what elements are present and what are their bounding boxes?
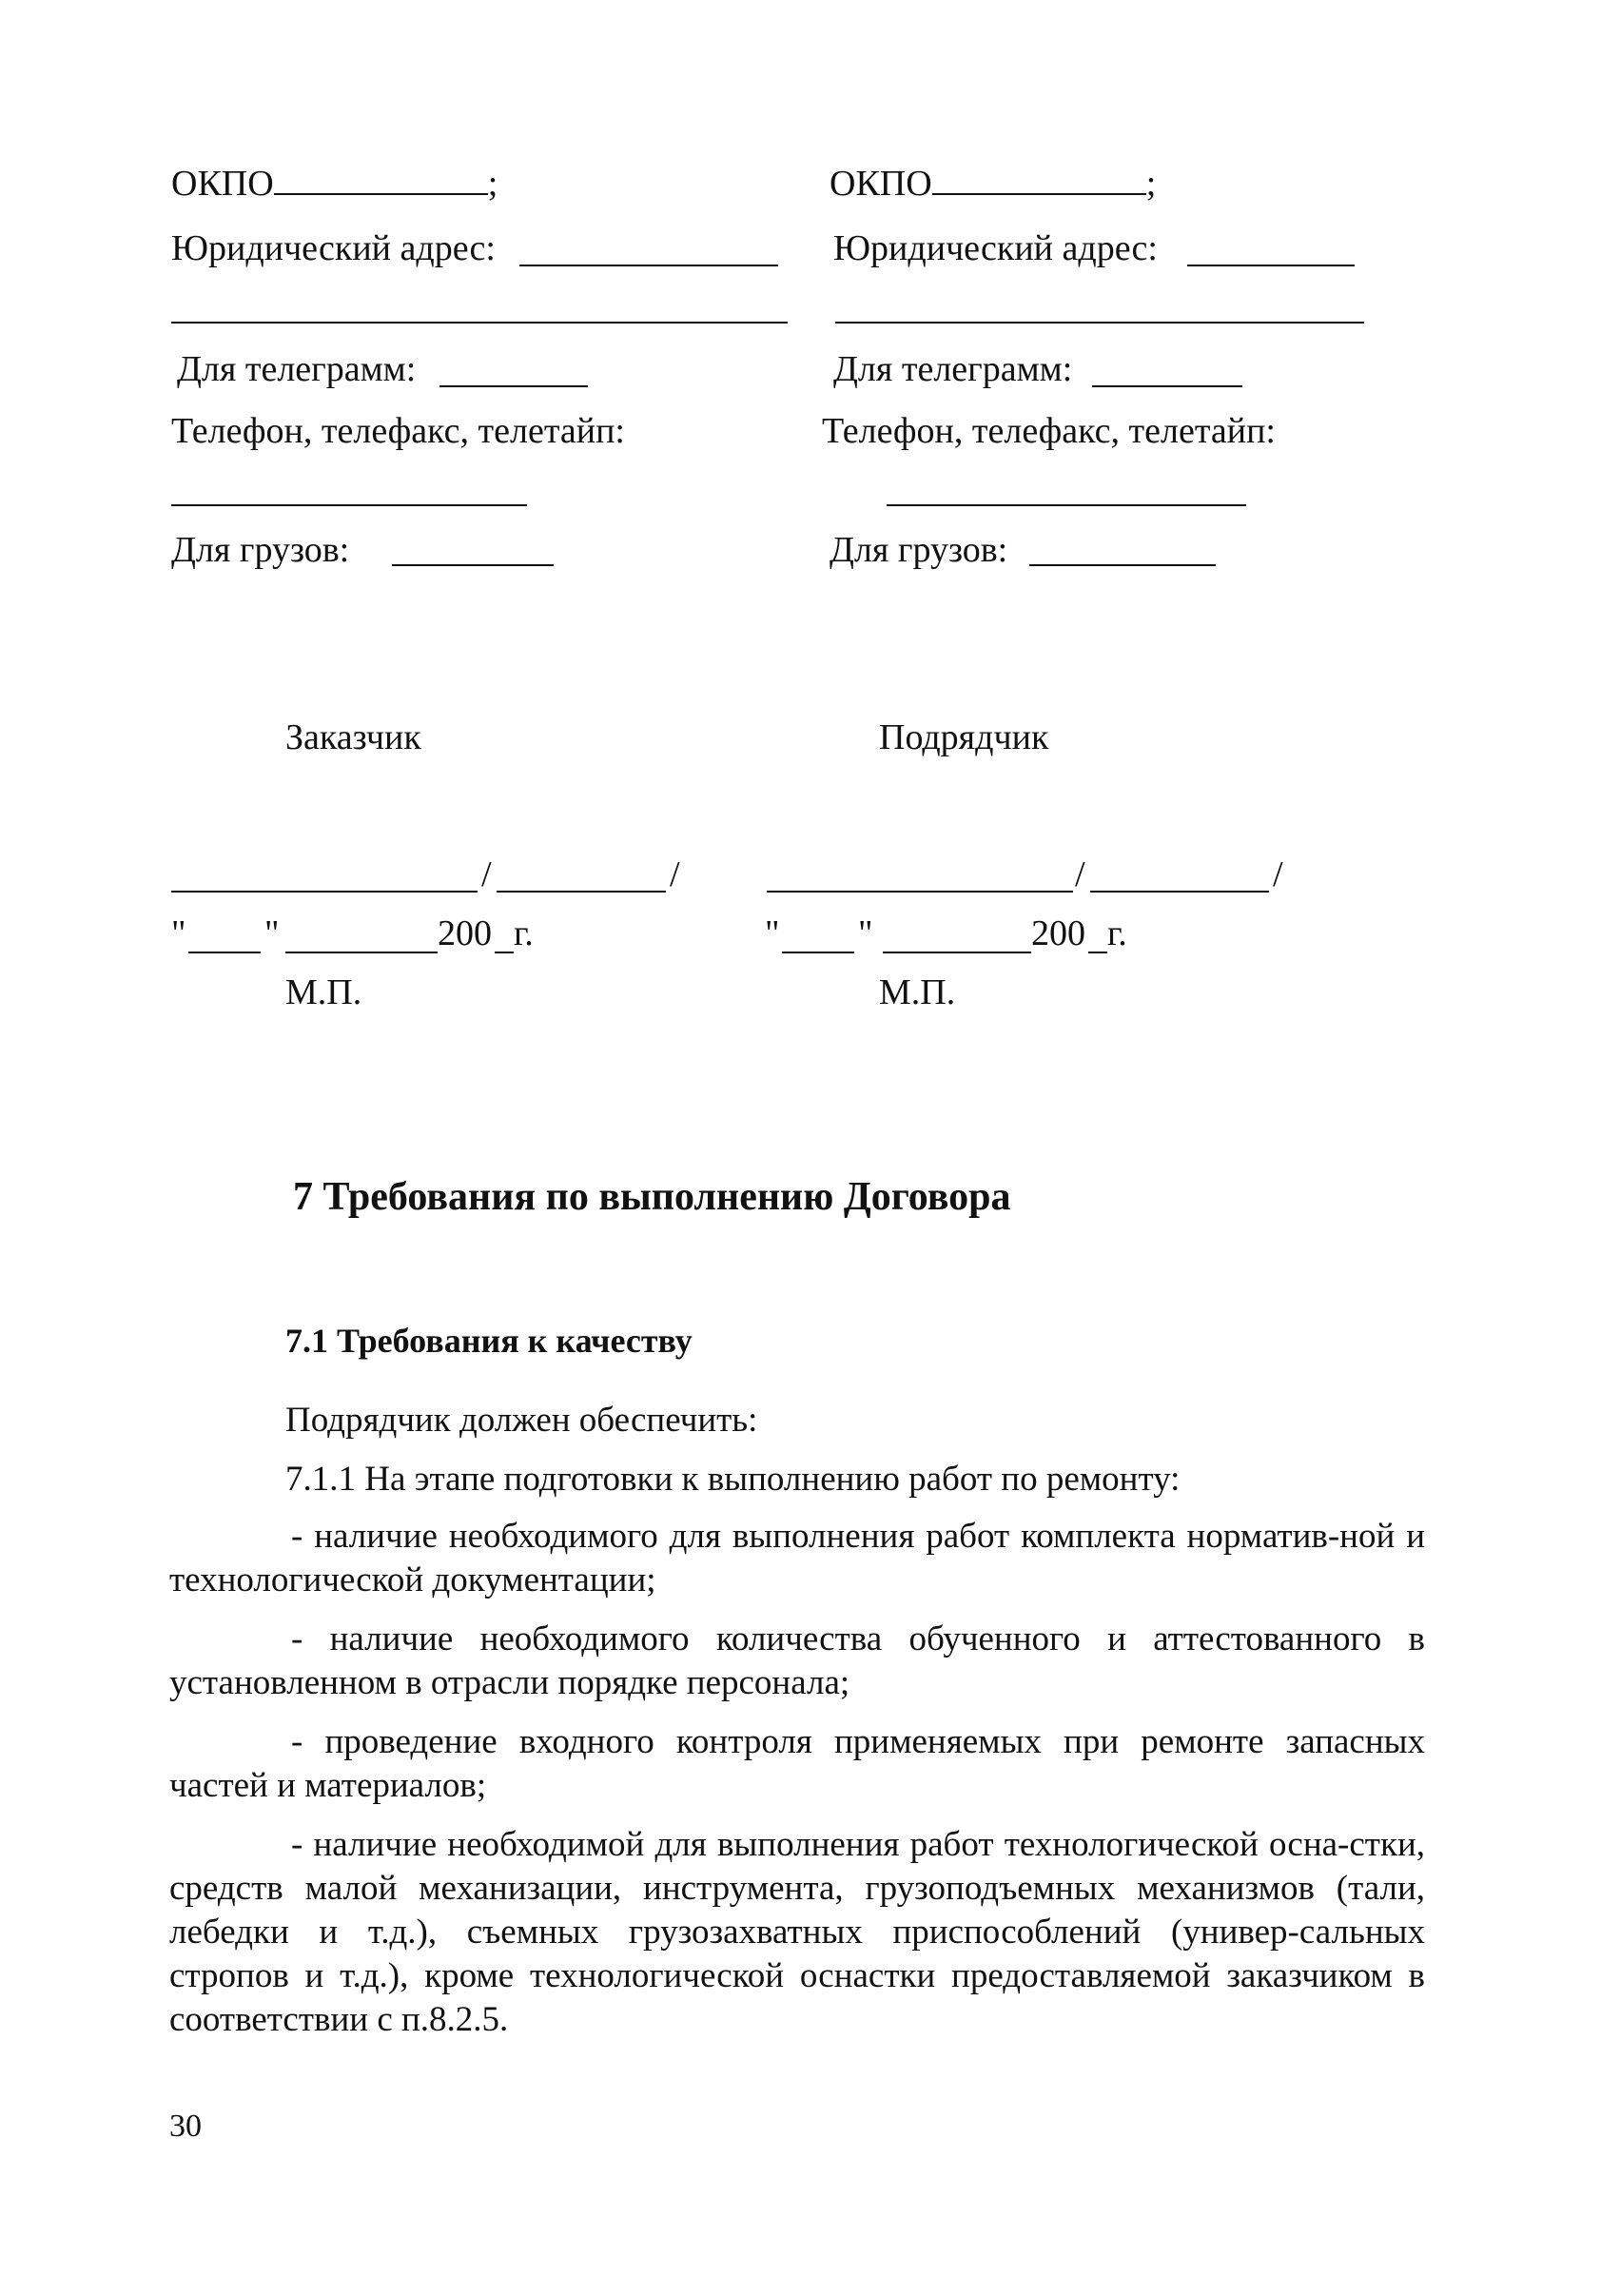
section-item-711: 7.1.1 На этапе подготовки к выполнению работ по ремонту: bbox=[285, 1460, 1181, 1499]
right-date-year-blank[interactable] bbox=[1088, 952, 1107, 953]
right-date-month-blank[interactable] bbox=[883, 952, 1031, 953]
right-date-quote-close: " bbox=[858, 913, 873, 953]
right-signature-blank[interactable] bbox=[767, 891, 1073, 893]
left-phone-line bbox=[171, 409, 625, 453]
left-date-quote-open: " bbox=[171, 913, 186, 953]
left-telegram-line bbox=[177, 347, 416, 391]
right-legal-address-blank[interactable] bbox=[1187, 265, 1355, 266]
left-legal-address-label: Юридический адрес: bbox=[171, 228, 496, 268]
left-okpo-line bbox=[171, 162, 498, 206]
left-signature-blank[interactable] bbox=[171, 891, 478, 893]
requirement-bullet-4: - наличие необходимой для выполнения работ технологической осна-стки, средств малой механизации, инструмента, грузоподъемных механизмов (тали, лебедки и т.д.), съемных грузозахватных приспособлений (универ-сальных стропов и т.д.), кроме технологической оснастки предоставляемой заказчиком в соответствии с п.8.2.5. bbox=[169, 1825, 1425, 2039]
right-okpo-blank[interactable] bbox=[932, 165, 1146, 195]
requirements-list bbox=[169, 1515, 1425, 2042]
requirement-bullet-2: - наличие необходимого количества обученного и аттестованного в установленном в отрасли порядке персонала; bbox=[169, 1619, 1425, 1702]
section-subtitle: 7.1 Требования к качеству bbox=[285, 1322, 693, 1360]
left-role: Заказчик bbox=[285, 717, 421, 757]
left-okpo-label: ОКПО bbox=[171, 164, 274, 204]
left-date-month-blank[interactable] bbox=[285, 952, 438, 953]
right-date-year: 200 bbox=[1031, 913, 1085, 953]
left-okpo-suffix: ; bbox=[487, 164, 498, 204]
right-telegram-line bbox=[833, 347, 1072, 391]
requirement-bullet-1: - наличие необходимого для выполнения работ комплекта норматив-ной и технологической документации; bbox=[169, 1517, 1425, 1599]
right-telegram-blank[interactable] bbox=[1092, 385, 1242, 387]
left-date-quote-close: " bbox=[264, 913, 280, 953]
page-number: 30 bbox=[169, 2109, 202, 2144]
right-phone-blank[interactable] bbox=[887, 504, 1246, 506]
left-date-year-suffix: г. bbox=[514, 913, 534, 953]
left-signature-slash-1: / bbox=[481, 854, 492, 894]
left-date-year-blank[interactable] bbox=[495, 952, 514, 953]
right-telegram-label: Для телеграмм: bbox=[833, 349, 1073, 389]
left-cargo-line bbox=[171, 528, 349, 572]
right-cargo-blank[interactable] bbox=[1029, 564, 1216, 566]
right-role: Подрядчик bbox=[879, 717, 1049, 757]
left-phone-label: Телефон, телефакс, телетайп: bbox=[171, 411, 625, 451]
section-title: 7 Требования по выполнению Договора bbox=[293, 1175, 1011, 1219]
right-date-year-suffix: г. bbox=[1107, 913, 1127, 953]
right-phone-line bbox=[822, 409, 1276, 453]
right-stamp: М.П. bbox=[879, 972, 956, 1012]
right-date-day-blank[interactable] bbox=[782, 952, 854, 953]
right-okpo-line bbox=[830, 162, 1156, 206]
left-phone-blank[interactable] bbox=[171, 504, 527, 506]
left-cargo-label: Для грузов: bbox=[171, 530, 350, 570]
right-okpo-suffix: ; bbox=[1145, 164, 1157, 204]
right-okpo-label: ОКПО bbox=[830, 164, 932, 204]
right-phone-label: Телефон, телефакс, телетайп: bbox=[822, 411, 1276, 451]
left-date-day-blank[interactable] bbox=[188, 952, 261, 953]
left-date-year: 200 bbox=[438, 913, 492, 953]
left-telegram-blank[interactable] bbox=[439, 385, 588, 387]
right-signature-slash-2: / bbox=[1273, 854, 1283, 894]
right-legal-address-blank-2[interactable] bbox=[835, 322, 1364, 324]
right-signature-name-blank[interactable] bbox=[1090, 891, 1269, 893]
left-cargo-blank[interactable] bbox=[392, 564, 554, 566]
left-legal-address-blank[interactable] bbox=[519, 265, 778, 266]
left-signature-slash-2: / bbox=[670, 854, 680, 894]
right-date-quote-open: " bbox=[765, 913, 780, 953]
left-legal-address-blank-2[interactable] bbox=[171, 322, 788, 324]
left-signature-name-blank[interactable] bbox=[497, 891, 666, 893]
right-cargo-label: Для грузов: bbox=[830, 530, 1008, 570]
right-cargo-line bbox=[830, 528, 1007, 572]
right-signature-slash-1: / bbox=[1075, 854, 1085, 894]
left-legal-address-line bbox=[171, 226, 496, 270]
requirement-bullet-3: - проведение входного контроля применяемых при ремонте запасных частей и материалов; bbox=[169, 1722, 1425, 1805]
right-legal-address-label: Юридический адрес: bbox=[833, 228, 1158, 268]
left-stamp: М.П. bbox=[285, 972, 362, 1012]
right-legal-address-line bbox=[833, 226, 1158, 270]
left-telegram-label: Для телеграмм: bbox=[177, 349, 417, 389]
left-okpo-blank[interactable] bbox=[274, 165, 488, 195]
section-intro: Подрядчик должен обеспечить: bbox=[285, 1401, 758, 1440]
